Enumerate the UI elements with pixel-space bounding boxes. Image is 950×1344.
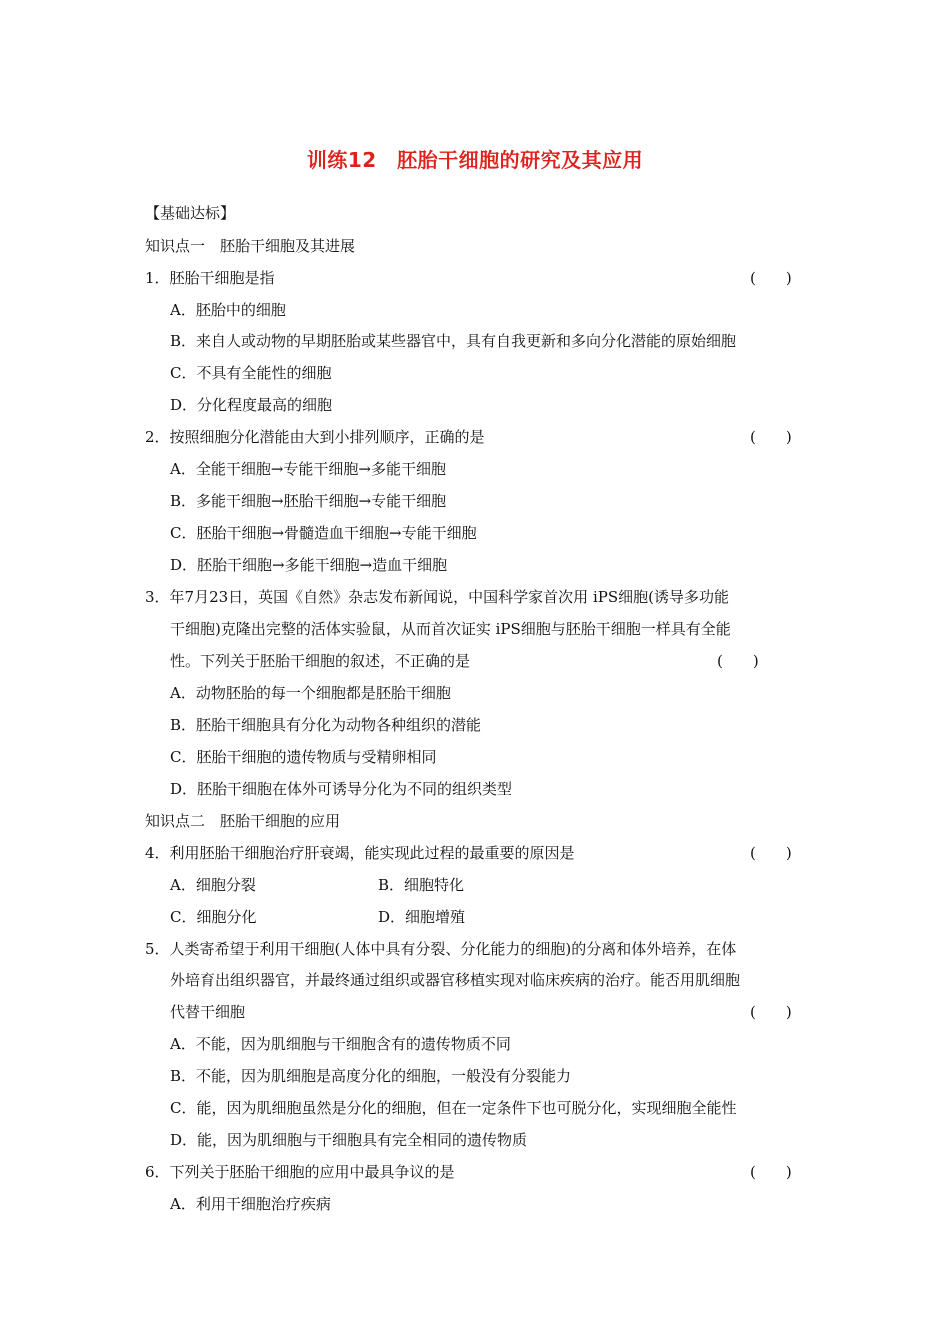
question-1-option-a: A．胚胎中的细胞 (170, 301, 286, 319)
question-1-option-b: B．来自人或动物的早期胚胎或某些器官中，具有自我更新和多向分化潜能的原始细胞 (170, 332, 737, 350)
question-2-stem: 2．按照细胞分化潜能由大到小排列顺序，正确的是 (145, 428, 485, 446)
section-heading: 【基础达标】 (145, 204, 236, 222)
answer-blank-2: ( ) (750, 428, 792, 446)
question-2-option-c: C．胚胎干细胞→骨髓造血干细胞→专能干细胞 (170, 524, 477, 542)
question-1-option-d: D．分化程度最高的细胞 (170, 396, 333, 414)
question-3-stem-line-1: 3．年7月23日，英国《自然》杂志发布新闻说，中国科学家首次用 iPS细胞(诱导多功能 (145, 588, 729, 606)
answer-blank-3: ( ) (717, 652, 759, 670)
question-5-stem-line-2: 外培育出组织器官，并最终通过组织或器官移植实现对临床疾病的治疗。能否用肌细胞 (170, 971, 741, 989)
question-1-option-c: C．不具有全能性的细胞 (170, 364, 332, 382)
question-5-option-a: A．不能，因为肌细胞与干细胞含有的遗传物质不同 (170, 1035, 511, 1053)
question-4-option-b: B．细胞特化 (378, 876, 465, 894)
page-title: 训练12 胚胎干细胞的研究及其应用 (306, 148, 644, 172)
question-5-option-d: D．能，因为肌细胞与干细胞具有完全相同的遗传物质 (170, 1131, 528, 1149)
question-5-stem-line-1: 5．人类寄希望于利用干细胞(人体中具有分裂、分化能力的细胞)的分离和体外培养，在体 (145, 940, 737, 958)
question-2-option-d: D．胚胎干细胞→多能干细胞→造血干细胞 (170, 556, 448, 574)
question-3-option-b: B．胚胎干细胞具有分化为动物各种组织的潜能 (170, 716, 482, 734)
question-5-option-c: C．能，因为肌细胞虽然是分化的细胞，但在一定条件下也可脱分化，实现细胞全能性 (170, 1099, 737, 1117)
knowledge-point-2: 知识点二 胚胎干细胞的应用 (145, 812, 341, 830)
question-4-option-d: D．细胞增殖 (378, 908, 466, 926)
question-3-option-a: A．动物胚胎的每一个细胞都是胚胎干细胞 (170, 684, 451, 702)
question-4-stem: 4．利用胚胎干细胞治疗肝衰竭，能实现此过程的最重要的原因是 (145, 844, 575, 862)
question-2-option-a: A．全能干细胞→专能干细胞→多能干细胞 (170, 460, 446, 478)
question-5-stem-line-3: 代替干细胞 (170, 1003, 246, 1021)
answer-blank-4: ( ) (750, 844, 792, 862)
question-3-stem-line-3: 性。下列关于胚胎干细胞的叙述，不正确的是 (170, 652, 471, 670)
question-3-option-d: D．胚胎干细胞在体外可诱导分化为不同的组织类型 (170, 780, 513, 798)
question-4-option-a: A．细胞分裂 (170, 876, 256, 894)
question-3-option-c: C．胚胎干细胞的遗传物质与受精卵相同 (170, 748, 437, 766)
question-6-stem: 6．下列关于胚胎干细胞的应用中最具争议的是 (145, 1163, 455, 1181)
question-4-option-c: C．细胞分化 (170, 908, 257, 926)
answer-blank-6: ( ) (750, 1163, 792, 1181)
answer-blank-1: ( ) (750, 269, 792, 287)
question-3-stem-line-2: 干细胞)克隆出完整的活体实验鼠，从而首次证实 iPS细胞与胚胎干细胞一样具有全能 (170, 620, 731, 638)
question-6-option-a: A．利用干细胞治疗疾病 (170, 1195, 331, 1213)
question-5-option-b: B．不能，因为肌细胞是高度分化的细胞，一般没有分裂能力 (170, 1067, 572, 1085)
question-1-stem: 1．胚胎干细胞是指 (145, 269, 275, 287)
knowledge-point-1: 知识点一 胚胎干细胞及其进展 (145, 237, 356, 255)
answer-blank-5: ( ) (750, 1003, 792, 1021)
question-2-option-b: B．多能干细胞→胚胎干细胞→专能干细胞 (170, 492, 447, 510)
